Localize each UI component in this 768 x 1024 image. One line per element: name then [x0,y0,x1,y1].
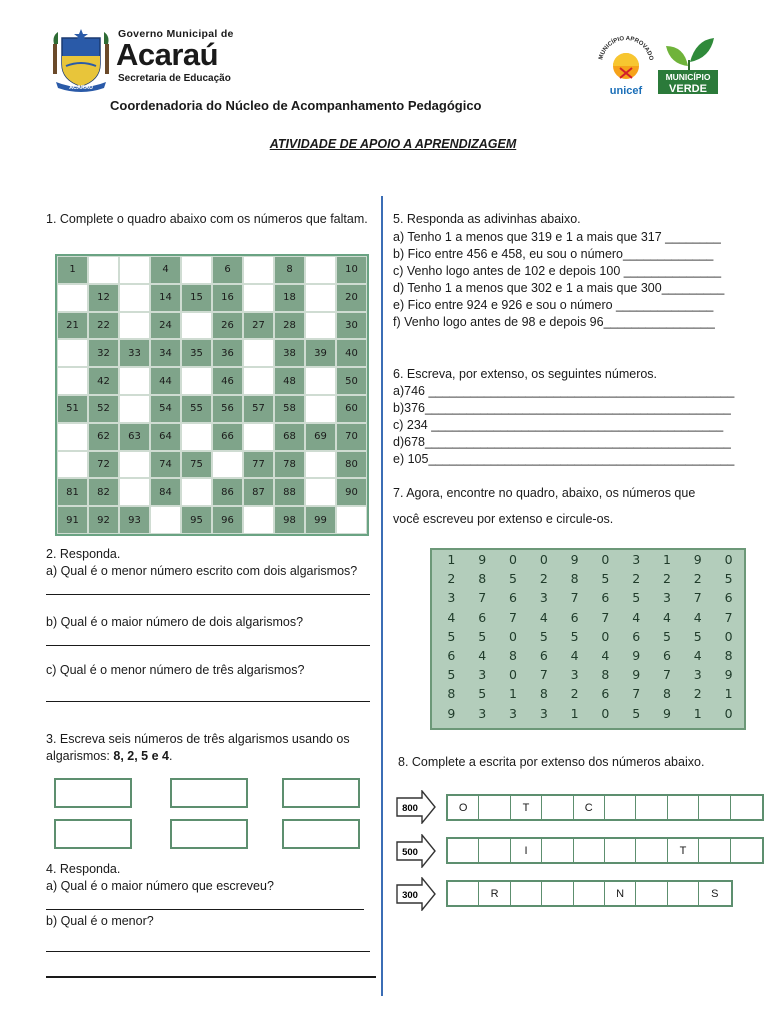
letter-box[interactable] [668,882,699,905]
grid-cell[interactable] [57,284,88,312]
q2-a-answer-line[interactable] [46,594,370,595]
grid-cell: 98 [274,506,305,534]
search-grid-digit[interactable]: 3 [539,705,548,721]
letter-box[interactable] [636,796,667,819]
search-grid-digit[interactable]: 6 [509,590,517,606]
grid-cell[interactable] [243,423,274,451]
search-grid-digit[interactable]: 7 [478,590,487,606]
search-grid-digit[interactable]: 7 [539,667,548,683]
grid-cell: 88 [274,478,305,506]
document-title: ATIVIDADE DE APOIO A APRENDIZAGEM [269,137,517,151]
grid-cell[interactable] [243,367,274,395]
q1-prompt: 1. Complete o quadro abaixo com os números que faltam. [46,212,368,226]
q6-item-e: e) 105____________________________________________ [393,452,735,466]
q4-a-answer-line[interactable] [46,909,364,910]
grid-cell: 22 [88,312,119,340]
search-grid-digit[interactable]: 5 [539,628,548,644]
unicef-label: unicef [609,85,643,97]
grid-cell: 64 [150,423,181,451]
letter-box[interactable] [636,882,667,905]
grid-cell: 69 [305,423,336,451]
letter-box[interactable] [605,839,636,862]
search-grid-row [432,704,744,723]
search-grid-digit[interactable]: 9 [478,552,487,568]
search-grid-digit[interactable]: 4 [570,648,579,664]
search-grid-digit[interactable]: 7 [509,609,517,625]
search-grid-digit[interactable]: 1 [693,705,702,721]
search-grid-row [432,646,744,665]
grid-cell: 91 [57,506,88,534]
search-grid-digit[interactable]: 0 [509,667,517,683]
grid-cell[interactable] [305,478,336,506]
letter-box[interactable] [731,839,762,862]
grid-cell[interactable] [181,367,212,395]
grid-cell: 20 [336,284,367,312]
grid-cell[interactable] [305,284,336,312]
letter-boxes-300 [446,880,733,907]
letter-box[interactable] [668,796,699,819]
search-grid-digit[interactable]: 9 [632,648,641,664]
grid-cell[interactable] [119,284,150,312]
search-grid-digit[interactable]: 5 [663,628,671,644]
q6-items [393,383,734,468]
search-grid-digit[interactable]: 4 [693,609,702,625]
grid-cell: 39 [305,339,336,367]
letter-box: S [711,887,719,900]
search-grid-digit[interactable]: 4 [447,609,456,625]
grid-cell: 90 [336,478,367,506]
grid-cell: 77 [243,451,274,479]
acarau-crest-logo [48,26,114,92]
search-grid-digit[interactable]: 0 [539,552,548,568]
grid-cell[interactable] [150,506,181,534]
search-grid-row [432,569,744,588]
q4-b-question: b) Qual é o menor? [46,914,154,928]
q3-prompt [46,731,375,765]
grid-cell: 60 [336,395,367,423]
search-grid-digit[interactable]: 5 [447,628,456,644]
letter-box[interactable] [511,882,542,905]
search-grid-digit[interactable]: 4 [478,648,487,664]
grid-cell: 24 [150,312,181,340]
grid-cell[interactable] [305,367,336,395]
letter-box: N [605,882,636,905]
letter-box: I [511,839,542,862]
search-grid-digit[interactable]: 5 [570,628,579,644]
grid-cell: 78 [274,451,305,479]
search-grid-digit[interactable]: 6 [724,590,733,606]
grid-cell: 58 [274,395,305,423]
search-grid-digit[interactable]: 7 [601,609,610,625]
search-grid-digit[interactable]: 9 [570,552,579,568]
grid-cell: 63 [119,423,150,451]
letter-boxes-800 [446,794,764,821]
arrow-number-300: 300 [402,890,418,901]
arrow-number-800: 800 [402,803,418,814]
search-grid-row [432,608,744,627]
column-divider [381,196,383,996]
unicef-municipio-aprovado-logo [596,26,656,98]
search-grid-digit[interactable]: 0 [724,552,733,568]
search-grid-digit[interactable]: 4 [601,648,610,664]
search-grid-digit[interactable]: 9 [632,667,641,683]
search-grid-digit[interactable]: 4 [632,609,641,625]
grid-cell: 14 [150,284,181,312]
search-grid-digit[interactable]: 1 [447,552,456,568]
grid-cell: 86 [212,478,243,506]
grid-cell: 28 [274,312,305,340]
q3-line2-suffix: . [169,749,173,763]
letter-box[interactable] [479,796,510,819]
letter-box[interactable] [448,839,479,862]
search-grid-digit[interactable]: 5 [724,571,733,587]
crest-ribbon-text: ACARAÚ [69,85,93,91]
search-grid-digit[interactable]: 0 [724,705,733,721]
search-grid-digit[interactable]: 2 [693,571,702,587]
grid-cell[interactable] [243,284,274,312]
search-grid-row [432,684,744,703]
search-grid-digit[interactable]: 8 [509,648,517,664]
grid-cell[interactable] [57,367,88,395]
city-name: Acaraú [116,37,219,72]
search-grid-digit[interactable]: 0 [509,552,517,568]
grid-cell[interactable] [181,423,212,451]
search-grid-digit[interactable]: 6 [447,648,456,664]
letter-box[interactable] [574,839,605,862]
search-grid-digit[interactable]: 5 [509,571,517,587]
q5-item-b: b) Fico entre 456 e 458, eu sou o número_____________ [393,247,714,261]
q6-title: 6. Escreva, por extenso, os seguintes números. [393,367,658,381]
search-grid-digit[interactable]: 2 [693,686,702,702]
grid-cell[interactable] [305,312,336,340]
grid-cell[interactable] [181,478,212,506]
grid-cell[interactable] [119,312,150,340]
grid-cell: 96 [212,506,243,534]
letter-box[interactable] [605,796,636,819]
letter-box: T [668,839,699,862]
grid-cell[interactable] [119,451,150,479]
grid-cell: 40 [336,339,367,367]
grid-cell: 55 [181,395,212,423]
search-grid-digit[interactable]: 6 [601,686,610,702]
grid-cell: 87 [243,478,274,506]
q3-line2-prefix: algarismos: [46,749,114,763]
grid-cell: 80 [336,451,367,479]
search-grid-digit[interactable]: 9 [447,705,456,721]
search-grid-digit[interactable]: 5 [693,628,702,644]
grid-cell: 30 [336,312,367,340]
search-grid-digit[interactable]: 6 [601,590,610,606]
grid-cell[interactable] [336,506,367,534]
q2-b-answer-line[interactable] [46,645,370,646]
q3-answer-box-4[interactable] [54,819,132,849]
search-grid-digit[interactable]: 3 [478,705,487,721]
coordenadoria-heading: Coordenadoria do Núcleo de Acompanhamento Pedagógico [110,98,482,113]
grid-cell[interactable] [305,256,336,284]
search-grid-digit[interactable]: 7 [663,667,671,683]
search-grid-digit[interactable]: 0 [509,628,517,644]
q6-item-c: c) 234 __________________________________________ [393,418,724,432]
grid-cell: 50 [336,367,367,395]
grid-cell: 35 [181,339,212,367]
search-grid-digit[interactable]: 8 [539,686,548,702]
grid-cell[interactable] [181,256,212,284]
q5-item-d: d) Tenho 1 a menos que 302 e 1 a mais que 300_________ [393,281,725,295]
grid-cell: 18 [274,284,305,312]
grid-cell: 15 [181,284,212,312]
grid-cell[interactable] [181,312,212,340]
search-grid-digit[interactable]: 4 [663,609,671,625]
search-grid-digit[interactable]: 3 [570,667,579,683]
search-grid-row [432,627,744,646]
search-grid-digit[interactable]: 6 [478,609,487,625]
grid-cell: 6 [212,256,243,284]
grid-cell: 26 [212,312,243,340]
q3-answer-box-1[interactable] [54,778,132,808]
search-grid-digit[interactable]: 1 [663,552,671,568]
grid-cell: 34 [150,339,181,367]
search-grid-digit[interactable]: 7 [570,590,579,606]
grid-cell: 16 [212,284,243,312]
q3-line1: 3. Escreva seis números de três algarismos usando os [46,732,350,746]
search-grid-row [432,665,744,684]
search-grid-digit[interactable]: 8 [570,571,579,587]
search-grid-digit[interactable]: 0 [601,705,610,721]
grid-cell: 84 [150,478,181,506]
grid-cell[interactable] [119,395,150,423]
q3-digits: 8, 2, 5 e 4 [113,749,169,763]
search-grid-digit[interactable]: 2 [632,571,641,587]
grid-cell: 46 [212,367,243,395]
search-grid-digit[interactable]: 4 [693,648,702,664]
grid-cell[interactable] [243,256,274,284]
search-grid-digit[interactable]: 3 [509,705,517,721]
q4-a-question: a) Qual é o maior número que escreveu? [46,879,274,893]
grid-cell[interactable] [243,506,274,534]
grid-cell: 8 [274,256,305,284]
q5-item-f: f) Venho logo antes de 98 e depois 96________________ [393,315,715,329]
grid-cell[interactable] [57,451,88,479]
grid-cell[interactable] [119,367,150,395]
search-grid-digit[interactable]: 8 [601,667,610,683]
letter-box: R [479,882,510,905]
search-grid-digit[interactable]: 7 [693,590,702,606]
search-grid-digit[interactable]: 3 [478,667,487,683]
search-grid-digit[interactable]: 9 [693,552,702,568]
arrow-tag-800 [396,790,434,824]
grid-cell: 66 [212,423,243,451]
grid-cell: 38 [274,339,305,367]
arrow-number-500: 500 [402,847,418,858]
search-grid-digit[interactable]: 8 [447,686,456,702]
search-grid-digit[interactable]: 8 [724,648,733,664]
q3-line2 [46,748,375,765]
grid-cell: 1 [57,256,88,284]
letter-box: T [511,796,542,819]
search-grid-row [432,588,744,607]
q3-answer-box-3[interactable] [282,778,360,808]
grid-cell: 56 [212,395,243,423]
unicef-arc-text: MUNICÍPIO APROVADO [598,35,654,62]
grid-cell: 99 [305,506,336,534]
search-grid-digit[interactable]: 3 [693,667,702,683]
search-grid-digit[interactable]: 6 [632,628,641,644]
q8-title: 8. Complete a escrita por extenso dos números abaixo. [398,755,705,769]
search-grid-digit[interactable]: 5 [601,571,610,587]
search-grid-row [432,550,744,569]
search-grid-digit[interactable]: 5 [632,705,641,721]
grid-cell: 51 [57,395,88,423]
search-grid-digit[interactable]: 8 [663,686,671,702]
grid-cell: 21 [57,312,88,340]
q2-a-question: a) Qual é o menor número escrito com dois algarismos? [46,564,358,578]
search-grid-digit[interactable]: 3 [663,590,671,606]
q7-prompt [393,485,741,528]
search-grid-digit[interactable]: 5 [478,628,487,644]
search-grid-digit[interactable]: 1 [724,686,733,702]
grid-cell[interactable] [57,423,88,451]
q2-c-question: c) Qual é o menor número de três algarismos? [46,663,305,677]
search-grid-digit[interactable]: 6 [539,648,548,664]
q3-answer-box-2[interactable] [170,778,248,808]
government-label: Governo Municipal de [118,28,234,40]
search-grid-digit[interactable]: 3 [539,590,548,606]
grid-cell: 72 [88,451,119,479]
grid-cell[interactable] [119,478,150,506]
search-grid-digit[interactable]: 3 [447,590,456,606]
q5-item-c: c) Venho logo antes de 102 e depois 100 ______________ [393,264,722,278]
verde-line2: VERDE [669,83,707,95]
search-grid-digit[interactable]: 7 [632,686,641,702]
secretaria-label: Secretaria de Educação [118,73,231,84]
q3-answer-box-5[interactable] [170,819,248,849]
grid-cell: 70 [336,423,367,451]
grid-cell: 42 [88,367,119,395]
arrow-tag-500 [396,834,434,868]
grid-cell[interactable] [119,256,150,284]
q5-item-e: e) Fico entre 924 e 926 e sou o número ______________ [393,298,714,312]
grid-cell: 93 [119,506,150,534]
grid-cell[interactable] [88,256,119,284]
q3-answer-box-6[interactable] [282,819,360,849]
search-grid-digit[interactable]: 9 [663,705,671,721]
verde-line1: MUNICÍPIO [665,72,711,82]
q7-line1: 7. Agora, encontre no quadro, abaixo, os números que [393,486,696,500]
q2-c-answer-line[interactable] [46,701,370,702]
letter-box[interactable] [542,882,573,905]
grid-cell[interactable] [57,339,88,367]
grid-cell: 95 [181,506,212,534]
number-search-grid [430,548,746,730]
search-grid-digit[interactable]: 7 [724,609,733,625]
letter-box[interactable] [699,796,730,819]
search-grid-digit[interactable]: 2 [570,686,579,702]
grid-cell[interactable] [305,451,336,479]
grid-cell: 82 [88,478,119,506]
q5-item-a: a) Tenho 1 a menos que 319 e 1 a mais que 317 ________ [393,230,721,244]
grid-cell: 62 [88,423,119,451]
q5-items [393,229,724,331]
q6-item-b: b)376____________________________________________ [393,401,731,415]
left-column-bottom-rule [46,976,376,978]
search-grid-digit[interactable]: 1 [509,686,517,702]
grid-cell: 74 [150,451,181,479]
arrow-tag-300 [396,877,434,911]
letter-box[interactable] [542,796,573,819]
search-grid-digit[interactable]: 0 [601,628,610,644]
search-grid-digit[interactable]: 6 [570,609,579,625]
number-grid-1-to-100 [55,254,369,536]
grid-cell: 36 [212,339,243,367]
letter-box: O [448,796,479,819]
search-grid-digit[interactable]: 6 [663,648,671,664]
grid-cell: 92 [88,506,119,534]
grid-cell[interactable] [212,451,243,479]
grid-cell: 54 [150,395,181,423]
q7-line2: você escreveu por extenso e circule-os. [393,512,614,526]
letter-box[interactable] [542,839,573,862]
grid-cell: 52 [88,395,119,423]
letter-box[interactable] [479,839,510,862]
search-grid-digit[interactable]: 2 [447,571,456,587]
search-grid-digit[interactable]: 9 [724,667,733,683]
q2-b-question: b) Qual é o maior número de dois algarismos? [46,615,304,629]
grid-cell[interactable] [243,339,274,367]
search-grid-digit[interactable]: 2 [663,571,671,587]
q2-title: 2. Responda. [46,547,121,561]
search-grid-digit[interactable]: 4 [539,609,548,625]
q5-title: 5. Responda as adivinhas abaixo. [393,212,581,226]
grid-cell: 27 [243,312,274,340]
grid-cell: 68 [274,423,305,451]
search-grid-digit[interactable]: 3 [632,552,641,568]
q6-item-a: a)746 ____________________________________________ [393,384,735,398]
letter-box[interactable] [448,882,479,905]
grid-cell: 44 [150,367,181,395]
q4-title: 4. Responda. [46,862,121,876]
search-grid-digit[interactable]: 0 [724,628,733,644]
q6-item-d: d)678____________________________________________ [393,435,731,449]
grid-cell: 75 [181,451,212,479]
grid-cell: 57 [243,395,274,423]
search-grid-digit[interactable]: 5 [632,590,641,606]
search-grid-digit[interactable]: 8 [478,571,487,587]
grid-cell: 12 [88,284,119,312]
q4-b-answer-line[interactable] [46,951,370,952]
search-grid-digit[interactable]: 0 [601,552,610,568]
letter-box[interactable] [574,882,605,905]
search-grid-digit[interactable]: 2 [539,571,548,587]
grid-cell[interactable] [305,395,336,423]
search-grid-digit[interactable]: 1 [570,705,579,721]
letter-box: C [574,796,605,819]
grid-cell: 33 [119,339,150,367]
search-grid-digit[interactable]: 5 [447,667,456,683]
grid-cell: 10 [336,256,367,284]
search-grid-digit[interactable]: 5 [478,686,487,702]
letter-box[interactable] [636,839,667,862]
municipio-verde-logo [656,32,720,96]
grid-cell: 48 [274,367,305,395]
grid-cell: 81 [57,478,88,506]
letter-box[interactable] [731,796,762,819]
grid-cell: 32 [88,339,119,367]
letter-box[interactable] [699,839,730,862]
letter-boxes-500 [446,837,764,864]
grid-cell: 4 [150,256,181,284]
